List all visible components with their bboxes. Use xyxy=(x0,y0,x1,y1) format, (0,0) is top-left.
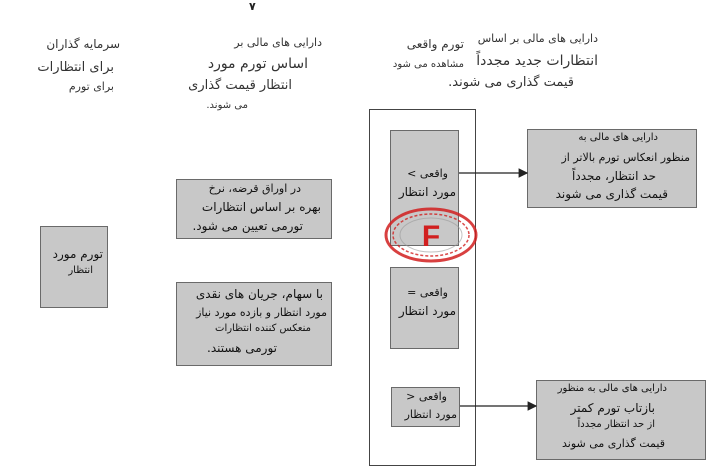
header-expected-assets-line-2: اساس تورم مورد xyxy=(207,56,308,72)
actual-less-line-2: مورد انتظار xyxy=(404,408,457,421)
actual-equal-line-2: مورد انتظار xyxy=(398,304,456,318)
header-expected-assets-line-3: انتظار قیمت گذاری xyxy=(188,78,292,93)
expected-inflation-line-2: انتظار xyxy=(68,265,93,276)
actual-greater-line-2: مورد انتظار xyxy=(398,185,456,199)
watermark-logo xyxy=(382,206,480,264)
bonds-line-1: در اوراق قرضه، نرخ xyxy=(208,182,301,195)
header-expected-assets-line-4: می شوند. xyxy=(206,100,248,111)
bonds-line-3: تورمی تعیین می شود. xyxy=(192,219,303,233)
header-investors-line-1: سرمایه گذاران xyxy=(46,37,120,51)
actual-less-line-1: واقعی < xyxy=(406,390,447,403)
higher-result-line-1: دارایی های مالی به xyxy=(578,132,658,143)
higher-result-line-4: قیمت گذاری می شوند xyxy=(555,187,668,201)
watermark-logo-letter: F xyxy=(421,220,441,253)
stocks-line-1: با سهام، جریان های نقدی xyxy=(195,287,323,301)
header-investors-line-2: برای انتظارات xyxy=(37,60,114,75)
actual-greater-line-1: واقعی > xyxy=(407,167,448,180)
bonds-line-2: بهره بر اساس انتظارات xyxy=(201,200,321,214)
page-number-mark: ۷ xyxy=(249,0,256,13)
header-repriced-assets-line-1: دارایی های مالی بر اساس xyxy=(477,32,598,45)
expected-inflation-line-1: تورم مورد xyxy=(52,247,103,261)
lower-result-line-3: از حد انتظار مجدداً xyxy=(577,419,655,430)
stocks-line-2: مورد انتظار و بازده مورد نیاز xyxy=(196,306,327,319)
header-actual-inflation-line-1: تورم واقعی xyxy=(406,37,464,51)
actual-equal-line-1: واقعی = xyxy=(407,286,448,299)
stocks-line-3: منعکس کننده انتظارات xyxy=(215,323,311,334)
header-actual-inflation-line-2: مشاهده می شود xyxy=(392,59,464,70)
header-repriced-assets-line-2: انتظارات جدید مجدداً xyxy=(476,53,598,69)
stocks-line-4: تورمی هستند. xyxy=(207,341,277,355)
watermark-logo-graphic xyxy=(382,206,480,264)
lower-result-line-1: دارایی های مالی به منظور xyxy=(557,383,667,394)
header-repriced-assets-line-3: قیمت گذاری می شوند. xyxy=(448,75,574,90)
header-expected-assets-line-1: دارایی های مالی بر xyxy=(234,36,322,49)
higher-result-line-2: منظور انعکاس تورم بالاتر از xyxy=(561,151,690,164)
lower-result-line-2: بازتاب تورم کمتر xyxy=(570,401,655,415)
higher-result-line-3: حد انتظار، مجدداً xyxy=(572,169,656,183)
lower-result-line-4: قیمت گذاری می شوند xyxy=(561,437,665,450)
header-investors-line-3: برای تورم xyxy=(68,80,114,93)
